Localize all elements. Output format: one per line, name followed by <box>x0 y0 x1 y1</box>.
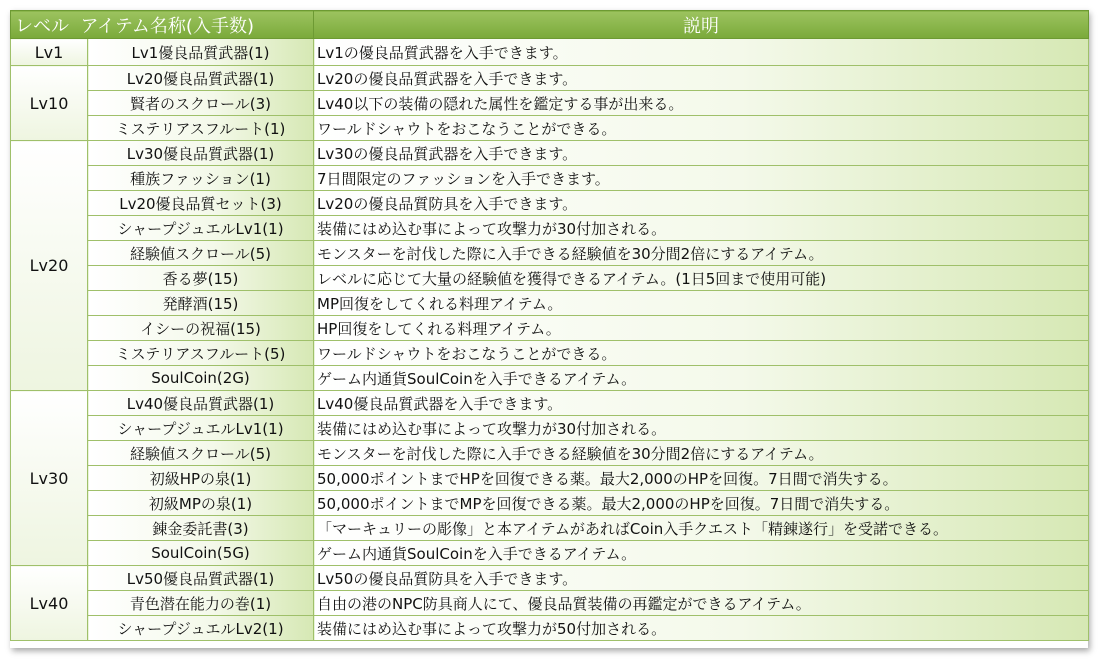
description-cell: Lv30の優良品質武器を入手できます。 <box>314 141 1089 166</box>
level-cell: Lv30 <box>11 391 88 566</box>
description-cell: Lv50の優良品質防具を入手できます。 <box>314 566 1089 591</box>
item-name-cell: イシーの祝福(15) <box>88 316 314 341</box>
item-name-cell: 香る夢(15) <box>88 266 314 291</box>
description-cell: ワールドシャウトをおこなうことができる。 <box>314 116 1089 141</box>
item-name-cell: 種族ファッション(1) <box>88 166 314 191</box>
table-row <box>11 266 1089 291</box>
header-level-and-name <box>11 11 314 39</box>
table-row <box>11 391 1089 416</box>
description-cell: 50,000ポイントまでMPを回復できる薬。最大2,000のHPを回復。7日間で消失する。 <box>314 491 1089 516</box>
description-cell: HP回復をしてくれる料理アイテム。 <box>314 316 1089 341</box>
item-name-cell: 経験値スクロール(5) <box>88 241 314 266</box>
item-name-cell: シャープジュエルLv1(1) <box>88 416 314 441</box>
table-row <box>11 166 1089 191</box>
description-cell: レベルに応じて大量の経験値を獲得できるアイテム。(1日5回まで使用可能) <box>314 266 1089 291</box>
item-name-cell: 初級HPの泉(1) <box>88 466 314 491</box>
table-row <box>11 441 1089 466</box>
description-cell: モンスターを討伐した際に入手できる経験値を30分間2倍にするアイテム。 <box>314 241 1089 266</box>
table-row <box>11 591 1089 616</box>
item-name-cell: Lv1優良品質武器(1) <box>88 39 314 66</box>
description-cell: ワールドシャウトをおこなうことができる。 <box>314 341 1089 366</box>
table-row <box>11 216 1089 241</box>
item-name-cell: SoulCoin(2G) <box>88 366 314 391</box>
level-cell: Lv10 <box>11 66 88 141</box>
table-row <box>11 616 1089 641</box>
level-cell: Lv20 <box>11 141 88 391</box>
reward-table <box>10 10 1089 641</box>
table-row <box>11 491 1089 516</box>
item-name-cell: シャープジュエルLv1(1) <box>88 216 314 241</box>
level-cell: Lv40 <box>11 566 88 641</box>
table-row <box>11 516 1089 541</box>
item-name-cell: Lv20優良品質セット(3) <box>88 191 314 216</box>
table-row <box>11 566 1089 591</box>
description-cell: Lv20の優良品質武器を入手できます。 <box>314 66 1089 91</box>
item-name-cell: Lv50優良品質武器(1) <box>88 566 314 591</box>
header-level: レベル <box>15 15 69 37</box>
table-row <box>11 316 1089 341</box>
table-row <box>11 541 1089 566</box>
table-row <box>11 66 1089 91</box>
item-name-cell: SoulCoin(5G) <box>88 541 314 566</box>
item-name-cell: 賢者のスクロール(3) <box>88 91 314 116</box>
description-cell: Lv20の優良品質防具を入手できます。 <box>314 191 1089 216</box>
header-item-name: アイテム名称(入手数) <box>80 15 254 37</box>
description-cell: MP回復をしてくれる料理アイテム。 <box>314 291 1089 316</box>
item-name-cell: シャープジュエルLv2(1) <box>88 616 314 641</box>
description-cell: 50,000ポイントまでHPを回復できる薬。最大2,000のHPを回復。7日間で消失する。 <box>314 466 1089 491</box>
item-name-cell: 初級MPの泉(1) <box>88 491 314 516</box>
description-cell: モンスターを討伐した際に入手できる経験値を30分間2倍にするアイテム。 <box>314 441 1089 466</box>
description-cell: 装備にはめ込む事によって攻撃力が30付加される。 <box>314 216 1089 241</box>
description-cell: 装備にはめ込む事によって攻撃力が50付加される。 <box>314 616 1089 641</box>
table-row <box>11 366 1089 391</box>
reward-table-container <box>10 10 1088 648</box>
item-name-cell: 経験値スクロール(5) <box>88 441 314 466</box>
header-description: 説明 <box>314 11 1089 39</box>
item-name-cell: Lv20優良品質武器(1) <box>88 66 314 91</box>
table-row <box>11 116 1089 141</box>
description-cell: 装備にはめ込む事によって攻撃力が30付加される。 <box>314 416 1089 441</box>
item-name-cell: ミステリアスフルート(5) <box>88 341 314 366</box>
level-cell: Lv1 <box>11 39 88 66</box>
table-row <box>11 341 1089 366</box>
description-cell: 7日間限定のファッションを入手できます。 <box>314 166 1089 191</box>
item-name-cell: ミステリアスフルート(1) <box>88 116 314 141</box>
description-cell: ゲーム内通貨SoulCoinを入手できるアイテム。 <box>314 366 1089 391</box>
table-row <box>11 141 1089 166</box>
table-row <box>11 191 1089 216</box>
description-cell: Lv40優良品質武器を入手できます。 <box>314 391 1089 416</box>
description-cell: 「マーキュリーの彫像」と本アイテムがあればCoin入手クエスト「精錬遂行」を受諾できる。 <box>314 516 1089 541</box>
table-row <box>11 466 1089 491</box>
item-name-cell: Lv40優良品質武器(1) <box>88 391 314 416</box>
description-cell: ゲーム内通貨SoulCoinを入手できるアイテム。 <box>314 541 1089 566</box>
item-name-cell: 青色潜在能力の巻(1) <box>88 591 314 616</box>
table-header-row <box>11 11 1089 39</box>
item-name-cell: 錬金委託書(3) <box>88 516 314 541</box>
table-row <box>11 39 1089 66</box>
table-row <box>11 416 1089 441</box>
description-cell: 自由の港のNPC防具商人にて、優良品質装備の再鑑定ができるアイテム。 <box>314 591 1089 616</box>
table-row <box>11 91 1089 116</box>
table-row <box>11 241 1089 266</box>
item-name-cell: 発酵酒(15) <box>88 291 314 316</box>
item-name-cell: Lv30優良品質武器(1) <box>88 141 314 166</box>
description-cell: Lv1の優良品質武器を入手できます。 <box>314 39 1089 66</box>
description-cell: Lv40以下の装備の隠れた属性を鑑定する事が出来る。 <box>314 91 1089 116</box>
table-row <box>11 291 1089 316</box>
